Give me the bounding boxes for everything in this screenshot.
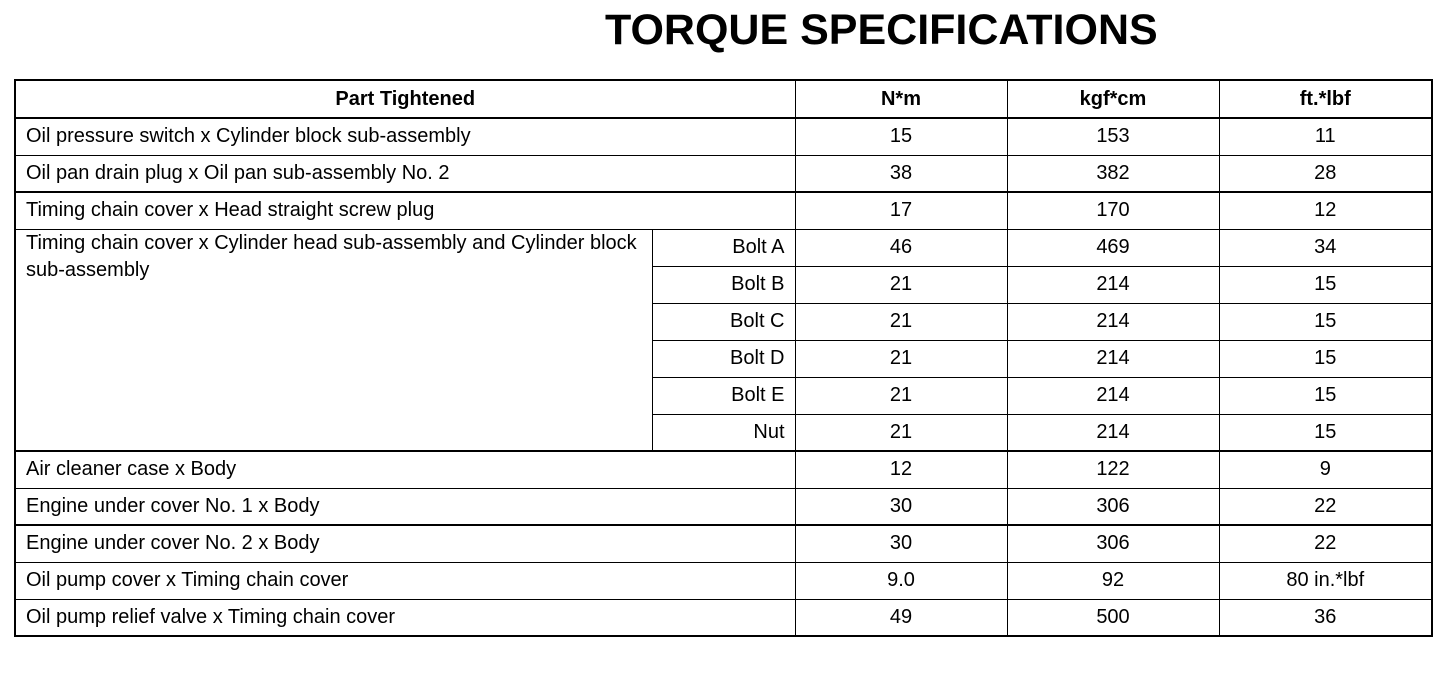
ftlbf-cell: 80 in.*lbf: [1219, 562, 1432, 599]
sub-label-cell: Bolt A: [652, 229, 795, 266]
ftlbf-cell: 11: [1219, 118, 1432, 155]
table-row: [15, 155, 1432, 192]
kgf-cell: 214: [1007, 303, 1219, 340]
nm-cell: 49: [795, 599, 1007, 636]
nm-cell: 17: [795, 192, 1007, 229]
kgf-cell: 153: [1007, 118, 1219, 155]
table-row: [15, 192, 1432, 229]
nm-cell: 21: [795, 266, 1007, 303]
kgf-cell: 214: [1007, 414, 1219, 451]
ftlbf-cell: 34: [1219, 229, 1432, 266]
kgf-cell: 122: [1007, 451, 1219, 488]
table-row: [15, 562, 1432, 599]
sub-label-cell: Bolt B: [652, 266, 795, 303]
kgf-cell: 306: [1007, 525, 1219, 562]
nm-cell: 46: [795, 229, 1007, 266]
page-title: TORQUE SPECIFICATIONS: [605, 6, 1158, 54]
table-row: [15, 599, 1432, 636]
torque-table: [14, 79, 1433, 637]
ftlbf-cell: 22: [1219, 525, 1432, 562]
kgf-cell: 382: [1007, 155, 1219, 192]
ftlbf-cell: 9: [1219, 451, 1432, 488]
table-row: [15, 451, 1432, 488]
kgf-cell: 214: [1007, 377, 1219, 414]
header-nm: N*m: [795, 80, 1007, 118]
kgf-cell: 500: [1007, 599, 1219, 636]
ftlbf-cell: 15: [1219, 340, 1432, 377]
kgf-cell: 92: [1007, 562, 1219, 599]
ftlbf-cell: 36: [1219, 599, 1432, 636]
table-row: [15, 229, 1432, 266]
ftlbf-cell: 12: [1219, 192, 1432, 229]
table-row: [15, 118, 1432, 155]
kgf-cell: 306: [1007, 488, 1219, 525]
part-cell: Engine under cover No. 1 x Body: [15, 488, 795, 525]
sub-label-cell: Bolt C: [652, 303, 795, 340]
part-cell: Timing chain cover x Head straight screw plug: [15, 192, 795, 229]
header-ftlbf: ft.*lbf: [1219, 80, 1432, 118]
part-cell: Air cleaner case x Body: [15, 451, 795, 488]
nm-cell: 38: [795, 155, 1007, 192]
part-cell: Oil pressure switch x Cylinder block sub-assembly: [15, 118, 795, 155]
part-cell: Engine under cover No. 2 x Body: [15, 525, 795, 562]
ftlbf-cell: 15: [1219, 266, 1432, 303]
kgf-cell: 469: [1007, 229, 1219, 266]
nm-cell: 21: [795, 340, 1007, 377]
nm-cell: 15: [795, 118, 1007, 155]
ftlbf-cell: 28: [1219, 155, 1432, 192]
header-row: [15, 80, 1432, 118]
ftlbf-cell: 22: [1219, 488, 1432, 525]
ftlbf-cell: 15: [1219, 377, 1432, 414]
nm-cell: 30: [795, 488, 1007, 525]
table-row: [15, 488, 1432, 525]
ftlbf-cell: 15: [1219, 303, 1432, 340]
kgf-cell: 214: [1007, 266, 1219, 303]
header-part: Part Tightened: [15, 80, 795, 118]
part-cell: Oil pump cover x Timing chain cover: [15, 562, 795, 599]
nm-cell: 12: [795, 451, 1007, 488]
sub-label-cell: Bolt E: [652, 377, 795, 414]
nm-cell: 21: [795, 303, 1007, 340]
nm-cell: 21: [795, 414, 1007, 451]
part-cell: Oil pump relief valve x Timing chain cover: [15, 599, 795, 636]
part-cell: Oil pan drain plug x Oil pan sub-assembly No. 2: [15, 155, 795, 192]
nm-cell: 30: [795, 525, 1007, 562]
part-cell: Timing chain cover x Cylinder head sub-assembly and Cylinder block sub-assembly: [15, 229, 652, 451]
kgf-cell: 170: [1007, 192, 1219, 229]
kgf-cell: 214: [1007, 340, 1219, 377]
sub-label-cell: Nut: [652, 414, 795, 451]
sub-label-cell: Bolt D: [652, 340, 795, 377]
nm-cell: 21: [795, 377, 1007, 414]
table-row: [15, 525, 1432, 562]
ftlbf-cell: 15: [1219, 414, 1432, 451]
nm-cell: 9.0: [795, 562, 1007, 599]
header-kgf: kgf*cm: [1007, 80, 1219, 118]
